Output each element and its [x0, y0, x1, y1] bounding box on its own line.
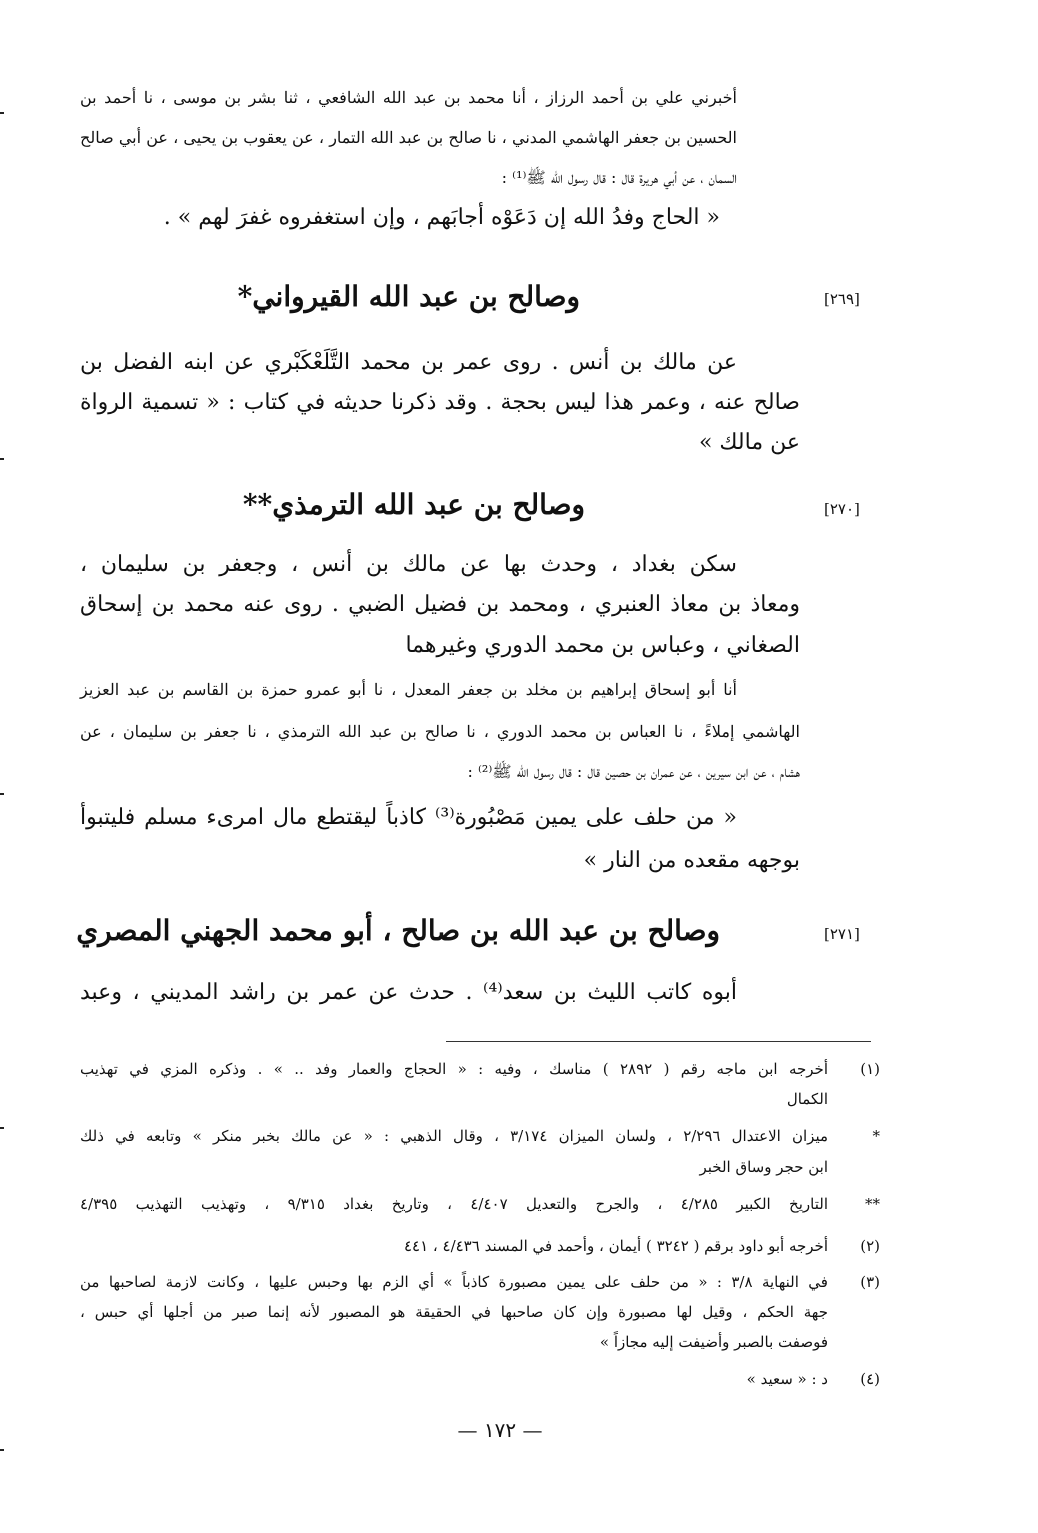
footnote-marker: (٣) [860, 1273, 880, 1291]
isnad-line: الحسين بن جعفر الهاشمي المدني ، نا صالح بن عبد الله التمار ، عن يعقوب بن يحيى ، عن أبي صالح [80, 128, 737, 147]
footnote-marker: * [872, 1127, 880, 1145]
hadith-text: بوجهه مقعده من النار » [583, 848, 800, 873]
isnad-line: هشام ، عن ابن سيرين ، عن عمران بن حصين قال : قال رسول الله ﷺ⁽²⁾ : [467, 762, 800, 781]
isnad-line: أنا أبو إسحاق إبراهيم بن مخلد بن جعفر المعدل ، نا أبو عمرو حمزة بن القاسم بن عبد العزيز [80, 680, 737, 699]
footnote-marker: (١) [860, 1060, 880, 1078]
isnad-line: أخبرني علي بن أحمد الرزاز ، أنا محمد بن عبد الله الشافعي ، ثنا بشر بن موسى ، نا أحمد بن [80, 88, 737, 107]
hadith-text: « الحاج وفدُ الله إن دَعَوْه أجابَهم ، وإن استغفروه غفرَ لهم » . [163, 205, 720, 230]
margin-mark [0, 793, 4, 795]
entry-body-line: أبوه كاتب الليث بن سعد⁽⁴⁾ . حدث عن عمر بن راشد المديني ، وعبد [80, 980, 737, 1005]
footnote-line: أخرجه أبو داود برقم ( ٣٢٤٢ ) أيمان ، وأحمد في المسند ٤/٤٣٦ ، ٤٤١ [403, 1237, 828, 1255]
footnote-line: فوصفت بالصبر وأضيفت إليه مجازاً » [599, 1333, 828, 1351]
footnote-line: د : « سعيد » [746, 1370, 828, 1388]
footnote-line: أخرجه ابن ماجه رقم ( ٢٨٩٢ ) مناسك ، وفيه : « الحجاج والعمار وفد .. » . وذكره المزي في تهذيب [80, 1060, 828, 1078]
footnote-line: ميزان الاعتدال ٢/٢٩٦ ، ولسان الميزان ٣/١٧٤ ، وقال الذهبي : « عن مالك بخبر منكر » وتابعه في ذلك [80, 1127, 829, 1145]
isnad-line: الهاشمي إملاءً ، نا العباس بن محمد الدوري ، نا صالح بن عبد الله الترمذي ، نا جعفر بن سليمان ، عن [80, 722, 800, 741]
entry-body-line: عن مالك » [698, 430, 800, 455]
margin-mark [0, 458, 4, 460]
footnote-line: في النهاية ٣/٨ : « من حلف على يمين مصبورة كاذباً » أي الزم بها وحبس عليها ، وكانت لازمة لصاحبها من [80, 1273, 828, 1291]
footnote-line: ابن حجر وساق الخبر [699, 1158, 828, 1176]
footnote-line: التاريخ الكبير ٤/٢٨٥ ، والجرح والتعديل ٤/٤٠٧ ، وتاريخ بغداد ٩/٣١٥ ، وتهذيب التهذيب ٤/٣٩٥ [80, 1195, 828, 1213]
entry-body-line: صالح عنه ، وعمر هذا ليس بحجة . وقد ذكرنا حديثه في كتاب : « تسمية الرواة [80, 390, 800, 415]
footnote-marker: (٤) [860, 1370, 880, 1388]
footnote-line: الكمال [786, 1090, 828, 1108]
entry-number: [٢٧٠] [824, 500, 860, 518]
footnote-marker: (٢) [860, 1237, 880, 1255]
entry-heading: وصالح بن عبد الله القيرواني* [237, 280, 580, 313]
hadith-text: « من حلف على يمين مَصْبُورة⁽³⁾ كاذباً ليقتطع مال امرىء مسلم فليتبوأ [80, 805, 737, 830]
entry-heading: وصالح بن عبد الله الترمذي** [242, 488, 585, 521]
page-number: — ١٧٢ — [457, 1418, 543, 1442]
entry-body-line: سكن بغداد ، وحدث بها عن مالك بن أنس ، وجعفر بن سليمان ، [80, 552, 737, 577]
margin-mark [0, 112, 4, 114]
isnad-line: السمان ، عن أبي هريرة قال : قال رسول الله ﷺ⁽¹⁾ : [501, 168, 737, 187]
entry-number: [٢٦٩] [824, 290, 860, 308]
entry-body-line: عن مالك بن أنس . روى عمر بن محمد التَّلَعْكَبْري عن ابنه الفضل بن [80, 350, 737, 375]
margin-mark [0, 1449, 4, 1451]
footnote-line: جهة الحكم ، وقيل لها مصبورة وإن كان صاحبها في الحقيقة هو المصبور لأنه إنما صبر من أجلها أي حبس ، [80, 1303, 828, 1321]
entry-body-line: الصغاني ، وعباس بن محمد الدوري وغيرهما [405, 633, 800, 658]
entry-number: [٢٧١] [824, 925, 860, 943]
footnote-marker: ** [865, 1195, 880, 1213]
footnote-divider [446, 1041, 871, 1042]
margin-mark [0, 1127, 4, 1129]
entry-heading: وصالح بن عبد الله بن صالح ، أبو محمد الجهني المصري [76, 914, 720, 947]
entry-body-line: ومعاذ بن معاذ العنبري ، ومحمد بن فضيل الضبي . روى عنه محمد بن إسحاق [80, 592, 800, 617]
